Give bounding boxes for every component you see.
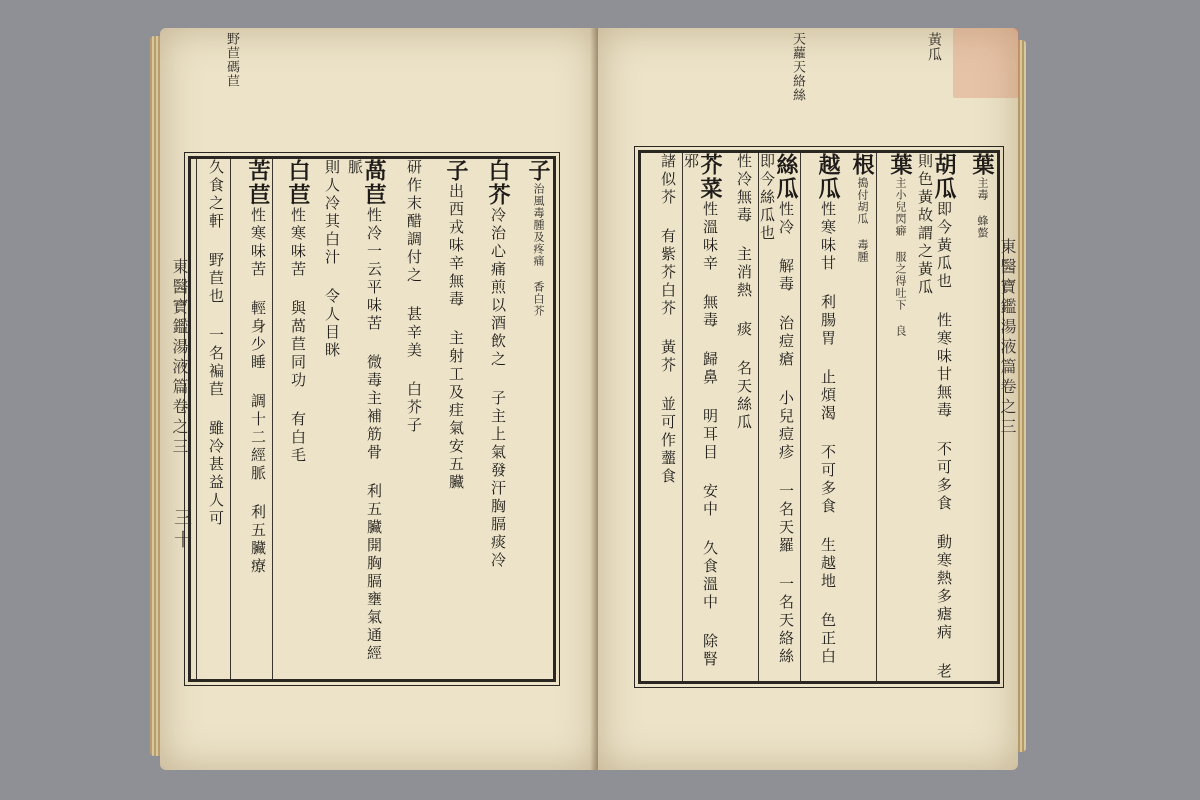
- right-col-9: [645, 153, 679, 681]
- entry-head: 葉: [969, 153, 995, 177]
- entry-text: 研作末醋調付之 甚辛美 白芥子: [405, 159, 423, 435]
- right-margin-note-1: 天蘿天絡絲: [790, 32, 805, 102]
- library-seal-stamp: [953, 28, 1019, 98]
- right-col-1: [959, 153, 993, 681]
- entry-head: 萵苣: [361, 159, 387, 207]
- entry-head: 白苣: [285, 159, 311, 207]
- entry-text: 性冷一云平味苦 微毒主補筋骨 利五臟開胸膈壅氣通經脈: [346, 159, 383, 663]
- right-page: [598, 28, 1018, 770]
- entry-text: 性冷無毒 主消熱 痰 名天絲瓜: [735, 153, 753, 432]
- right-col-3: [876, 153, 911, 681]
- left-col-2: [471, 159, 509, 679]
- entry-text: 搗付胡瓜 毒腫: [856, 177, 869, 263]
- left-col-8: [230, 159, 269, 679]
- entry-text: 性寒味苦 與萵苣同功 有白毛: [289, 207, 307, 465]
- entry-text: 性寒味苦 輕身少睡 調十二經脈 利五臟療: [249, 207, 267, 576]
- entry-head: 子: [525, 159, 551, 183]
- entry-head: 根: [849, 153, 875, 177]
- left-col-3: [429, 159, 467, 679]
- entry-text: 性寒味甘 利腸胃 止煩渴 不可多食 生越地 色正白: [819, 201, 837, 666]
- left-col-5: [347, 159, 385, 679]
- right-col-4: [843, 153, 873, 681]
- entry-head: 胡瓜: [931, 153, 957, 201]
- open-book: [150, 22, 1030, 777]
- right-fold-title: 東醫寶鑑湯液篇卷之三: [998, 238, 1017, 438]
- entry-text: 諸似芥 有紫芥白芥 黃芥 並可作虀食: [659, 153, 677, 486]
- right-margin-note-2: 黃瓜: [926, 32, 942, 62]
- entry-text: 即今黃瓜也 性寒味甘無毒 不可多食 動寒熱多瘧病 老則色黃故謂之黃瓜: [916, 153, 953, 681]
- entry-head: 絲瓜: [773, 153, 799, 201]
- entry-text: 主毒 蜂螫: [976, 177, 989, 239]
- entry-text: 性冷 解毒 治痘瘡 小兒痘疹 一名天羅 一名天絡絲 即今絲瓜也: [758, 153, 795, 666]
- entry-head: 苦苣: [245, 159, 271, 207]
- left-col-9: [196, 159, 227, 679]
- right-text-frame: [638, 150, 1000, 684]
- left-text-frame: [188, 156, 556, 682]
- entry-text: 則人冷其白汁 令人目眯: [323, 159, 341, 360]
- left-fold-title: 東醫寶鑑湯液篇卷之三: [170, 258, 189, 458]
- left-page: [160, 28, 598, 770]
- entry-head: 葉: [887, 153, 913, 177]
- right-col-7: [725, 153, 755, 681]
- left-col-6: [313, 159, 343, 679]
- entry-head: 越瓜: [815, 153, 841, 201]
- entry-text: 出西戎味辛無毒 主射工及疰氣安五臟: [447, 183, 465, 492]
- right-col-2: [915, 153, 955, 681]
- left-col-7: [272, 159, 309, 679]
- left-margin-note: 野苣碼苣: [224, 32, 239, 88]
- entry-text: 冷治心痛煎以酒飲之 子主上氣發汗胸膈痰冷: [489, 207, 507, 570]
- entry-text: 主小兒閃癖 服之得吐下 良: [894, 177, 907, 337]
- entry-text: 久食之軒 野苣也 一名褊苣 雖冷甚益人可: [207, 159, 225, 528]
- right-col-8: [682, 153, 721, 681]
- left-folio: 三十: [171, 508, 192, 552]
- entry-text: 治風毒腫及疼痛 香白芥: [532, 183, 545, 317]
- right-col-5: [800, 153, 839, 681]
- right-col-6: [758, 153, 797, 681]
- entry-head: 芥菜: [697, 153, 723, 201]
- left-col-4: [391, 159, 425, 679]
- entry-head: 子: [443, 159, 469, 183]
- entry-text: 性溫味辛 無毒 歸鼻 明耳目 安中 久食溫中 除腎邪: [682, 153, 719, 669]
- left-col-1: [513, 159, 549, 679]
- entry-head: 白芥: [485, 159, 511, 207]
